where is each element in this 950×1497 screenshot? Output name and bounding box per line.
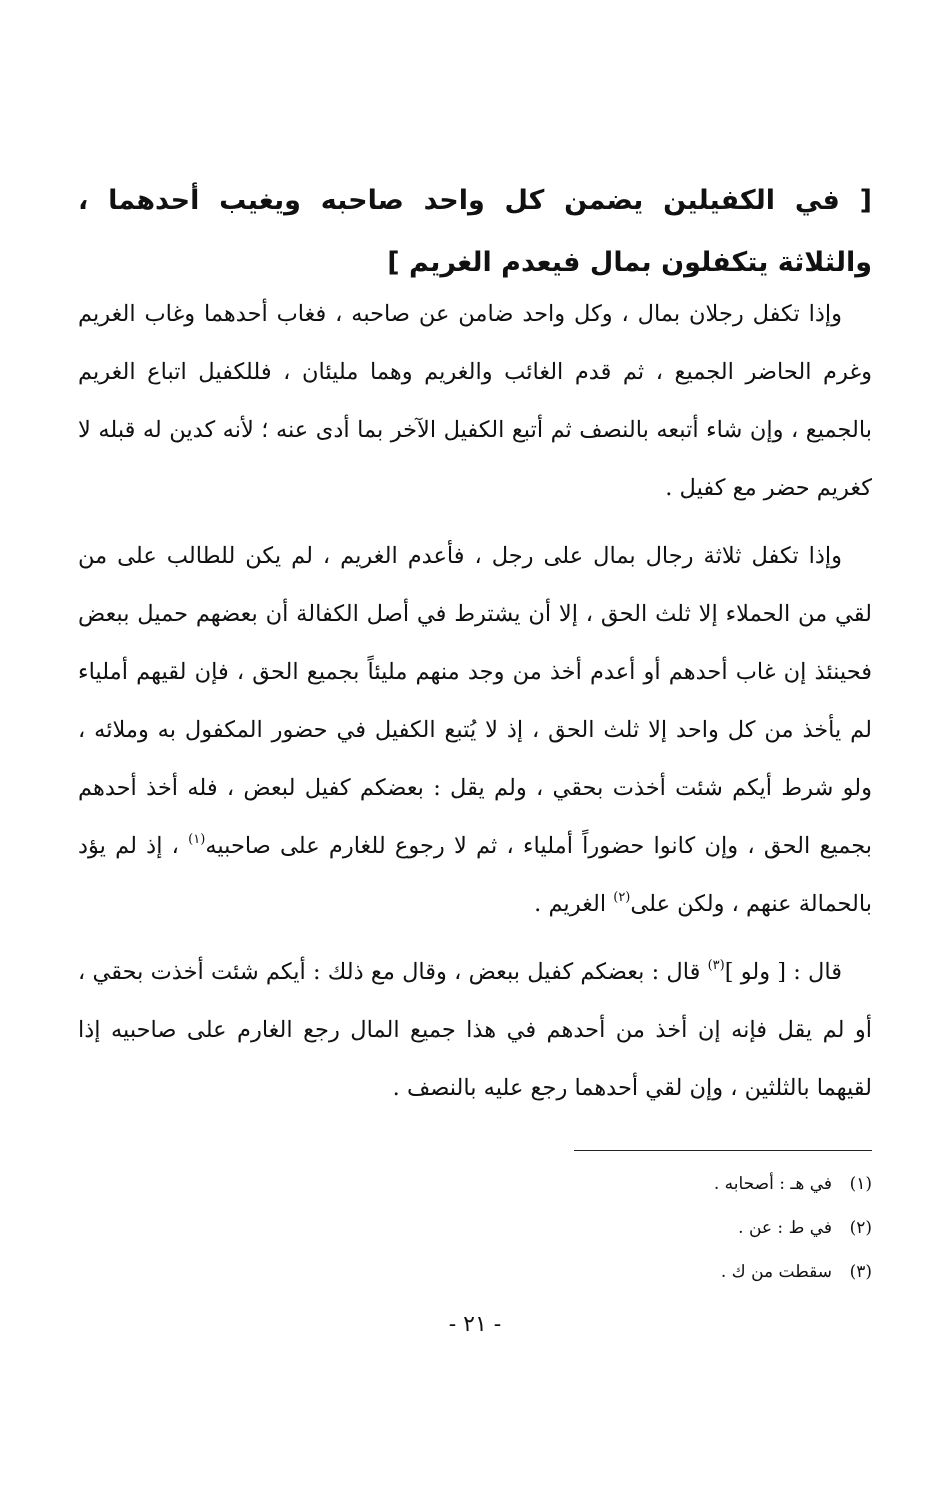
footnote-ref-3[interactable]: (٣) [707,958,725,973]
footnotes [472,1162,872,1294]
footnote-text: سقطت من ك . [720,1262,832,1282]
paragraph-2-text-c: الغريم . [534,891,607,917]
paragraph-1: وإذا تكفل رجلان بمال ، وكل واحد ضامن عن صاحبه ، فغاب أحدهما وغاب الغريم وغرم الحاضر الجميع ، ثم قدم الغائب والغريم وهما مليئان ، فللكفيل اتباع الغريم بالجميع ، وإن شاء أتبعه بالنصف ثم أتبع الكفيل الآخر بما أدى عنه ؛ لأنه كدين له قبله لا كغريم حضر مع كفيل . [78,301,872,501]
footnote-ref-2[interactable]: (٢) [613,890,631,905]
footnote-number: (٣) [849,1262,872,1282]
footnote-2 [472,1206,872,1250]
main-text [78,285,872,1127]
footnote-3 [472,1250,872,1294]
page-number: - ٢١ - [448,1312,502,1337]
footnote-1 [472,1162,872,1206]
footnote-text: في هـ : أصحابه . [713,1174,832,1194]
paragraph-2 [78,527,872,933]
paragraph-3 [78,943,872,1117]
footnote-text: في ط : عن . [738,1218,832,1238]
footnote-number: (٢) [849,1218,872,1238]
footnote-ref-1[interactable]: (١) [188,832,206,847]
paragraph-3-text-a: قال : [ ولو ] [724,959,842,985]
footnote-number: (١) [849,1174,872,1194]
paragraph-2-text-a: وإذا تكفل ثلاثة رجال بمال على رجل ، فأعدم الغريم ، لم يكن للطالب على من لقي من الحملاء إلا ثلث الحق ، إلا أن يشترط في أصل الكفالة أن بعضهم حميل ببعض فحينئذ إن غاب أحدهم أو أعدم أخذ من وجد منهم مليئاً بجميع الحق ، فإن لقيهم أملياء لم يأخذ من كل واحد إلا ثلث الحق ، إذ لا يُتبع الكفيل في حضور المكفول به وملائه ، ولو شرط أيكم شئت أخذت بحقي ، ولم يقل : بعضكم كفيل لبعض ، فله أخذ أحدهم بجميع الحق ، وإن كانوا حضوراً أملياء ، ثم لا رجوع للغارم على صاحبيه [78,543,872,859]
paragraph-3-text-b: قال : بعضكم كفيل ببعض ، وقال مع ذلك : أيكم شئت أخذت بحقي ، أو لم يقل فإنه إن أخذ من أحدهم في هذا جميع المال رجع الغارم على صاحبيه إذا لقيهما بالثلثين ، وإن لقي أحدهما رجع عليه بالنصف . [78,959,872,1101]
paragraph-2-text-b: ، إذ لم يؤد بالحمالة عنهم ، ولكن على [78,833,872,917]
chapter-heading: [ في الكفيلين يضمن كل واحد صاحبه ويغيب أحدهما ، والثلاثة يتكفلون بمال فيعدم الغريم ] [78,185,872,278]
footnote-separator [574,1150,872,1151]
